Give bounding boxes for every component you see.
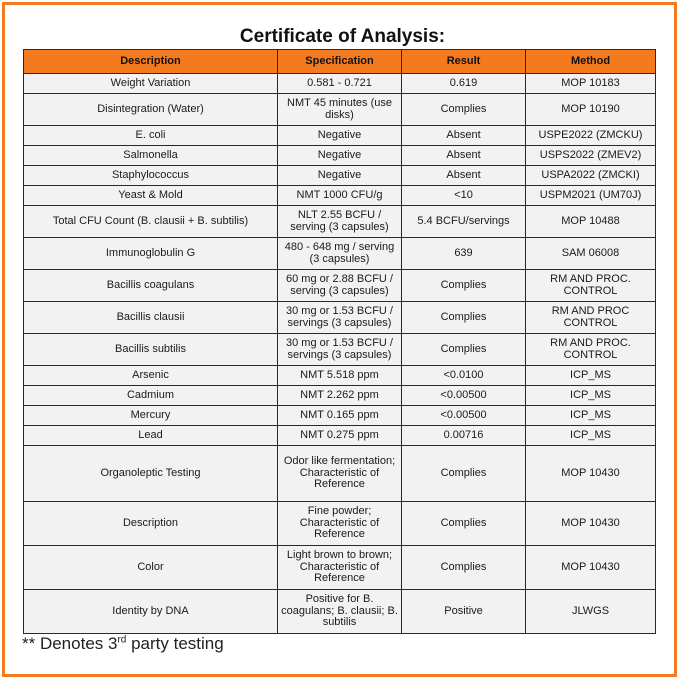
cell-description: Identity by DNA <box>24 590 278 634</box>
cell-specification: 30 mg or 1.53 BCFU / servings (3 capsules) <box>278 302 402 334</box>
cell-specification: 60 mg or 2.88 BCFU / serving (3 capsules) <box>278 270 402 302</box>
cell-result: Absent <box>402 146 526 166</box>
table-row <box>24 238 656 270</box>
cell-specification: 30 mg or 1.53 BCFU / servings (3 capsules) <box>278 334 402 366</box>
analysis-table <box>23 49 656 634</box>
cell-method: RM AND PROC CONTROL <box>526 302 656 334</box>
table-row <box>24 426 656 446</box>
cell-method: MOP 10183 <box>526 74 656 94</box>
table-row <box>24 386 656 406</box>
cell-specification: NMT 2.262 ppm <box>278 386 402 406</box>
footnote-prefix: ** Denotes 3 <box>22 634 118 653</box>
third-party-footnote <box>22 634 224 654</box>
cell-description: Bacillis coagulans <box>24 270 278 302</box>
cell-method: RM AND PROC. CONTROL <box>526 270 656 302</box>
header-description: Description <box>24 50 278 74</box>
table-row <box>24 186 656 206</box>
cell-result: <10 <box>402 186 526 206</box>
cell-result: Complies <box>402 302 526 334</box>
table-row <box>24 366 656 386</box>
cell-specification: Negative <box>278 166 402 186</box>
cell-description: E. coli <box>24 126 278 146</box>
cell-method: SAM 06008 <box>526 238 656 270</box>
cell-result: Complies <box>402 446 526 502</box>
cell-description: Lead <box>24 426 278 446</box>
cell-description: Mercury <box>24 406 278 426</box>
cell-method: ICP_MS <box>526 366 656 386</box>
table-row <box>24 166 656 186</box>
cell-description: Description <box>24 502 278 546</box>
table-row <box>24 502 656 546</box>
cell-method: MOP 10488 <box>526 206 656 238</box>
cell-method: JLWGS <box>526 590 656 634</box>
cell-specification: Odor like fermentation; Characteristic of Reference <box>278 446 402 502</box>
cell-method: ICP_MS <box>526 386 656 406</box>
header-specification: Specification <box>278 50 402 74</box>
cell-result: Complies <box>402 94 526 126</box>
table-row <box>24 302 656 334</box>
cell-description: Staphylococcus <box>24 166 278 186</box>
cell-specification: 480 - 648 mg / serving (3 capsules) <box>278 238 402 270</box>
cell-specification: Fine powder; Characteristic of Reference <box>278 502 402 546</box>
table-row <box>24 206 656 238</box>
cell-description: Bacillis clausii <box>24 302 278 334</box>
cell-specification: NMT 45 minutes (use disks) <box>278 94 402 126</box>
table-row <box>24 406 656 426</box>
cell-result: 0.619 <box>402 74 526 94</box>
cell-method: MOP 10430 <box>526 446 656 502</box>
cell-method: USPE2022 (ZMCKU) <box>526 126 656 146</box>
table-row <box>24 446 656 502</box>
cell-result: Complies <box>402 270 526 302</box>
cell-method: ICP_MS <box>526 426 656 446</box>
cell-result: Absent <box>402 126 526 146</box>
footnote-suffix: party testing <box>126 634 224 653</box>
cell-method: USPM2021 (UM70J) <box>526 186 656 206</box>
cell-method: USPA2022 (ZMCKI) <box>526 166 656 186</box>
cell-specification: 0.581 - 0.721 <box>278 74 402 94</box>
cell-specification: NMT 1000 CFU/g <box>278 186 402 206</box>
footnote-superscript: rd <box>117 634 127 646</box>
table-header-row <box>24 50 656 74</box>
table-row <box>24 270 656 302</box>
cell-description: Organoleptic Testing <box>24 446 278 502</box>
cell-specification: Negative <box>278 126 402 146</box>
table-row <box>24 94 656 126</box>
cell-method: MOP 10430 <box>526 502 656 546</box>
cell-method: USPS2022 (ZMEV2) <box>526 146 656 166</box>
cell-description: Weight Variation <box>24 74 278 94</box>
cell-method: RM AND PROC. CONTROL <box>526 334 656 366</box>
table-row <box>24 590 656 634</box>
table-row <box>24 546 656 590</box>
table-row <box>24 146 656 166</box>
cell-specification: Light brown to brown; Characteristic of Reference <box>278 546 402 590</box>
header-method: Method <box>526 50 656 74</box>
cell-specification: NMT 5.518 ppm <box>278 366 402 386</box>
cell-description: Color <box>24 546 278 590</box>
cell-description: Yeast & Mold <box>24 186 278 206</box>
cell-result: <0.0100 <box>402 366 526 386</box>
cell-specification: NMT 0.165 ppm <box>278 406 402 426</box>
table-row <box>24 126 656 146</box>
cell-method: ICP_MS <box>526 406 656 426</box>
cell-result: 0.00716 <box>402 426 526 446</box>
cell-description: Arsenic <box>24 366 278 386</box>
cell-result: <0.00500 <box>402 406 526 426</box>
cell-method: MOP 10190 <box>526 94 656 126</box>
page-title: Certificate of Analysis: <box>239 26 446 47</box>
cell-description: Cadmium <box>24 386 278 406</box>
cell-result: Complies <box>402 546 526 590</box>
header-result: Result <box>402 50 526 74</box>
cell-description: Total CFU Count (B. clausii + B. subtilis) <box>24 206 278 238</box>
cell-result: 5.4 BCFU/servings <box>402 206 526 238</box>
cell-result: Positive <box>402 590 526 634</box>
cell-description: Salmonella <box>24 146 278 166</box>
cell-description: Immunoglobulin G <box>24 238 278 270</box>
table-row <box>24 74 656 94</box>
cell-result: <0.00500 <box>402 386 526 406</box>
table-row <box>24 334 656 366</box>
cell-specification: NMT 0.275 ppm <box>278 426 402 446</box>
cell-result: Complies <box>402 502 526 546</box>
cell-specification: NLT 2.55 BCFU / serving (3 capsules) <box>278 206 402 238</box>
cell-specification: Negative <box>278 146 402 166</box>
cell-result: Complies <box>402 334 526 366</box>
cell-method: MOP 10430 <box>526 546 656 590</box>
cell-result: Absent <box>402 166 526 186</box>
cell-description: Bacillis subtilis <box>24 334 278 366</box>
cell-description: Disintegration (Water) <box>24 94 278 126</box>
cell-result: 639 <box>402 238 526 270</box>
cell-specification: Positive for B. coagulans; B. clausii; B. subtilis <box>278 590 402 634</box>
